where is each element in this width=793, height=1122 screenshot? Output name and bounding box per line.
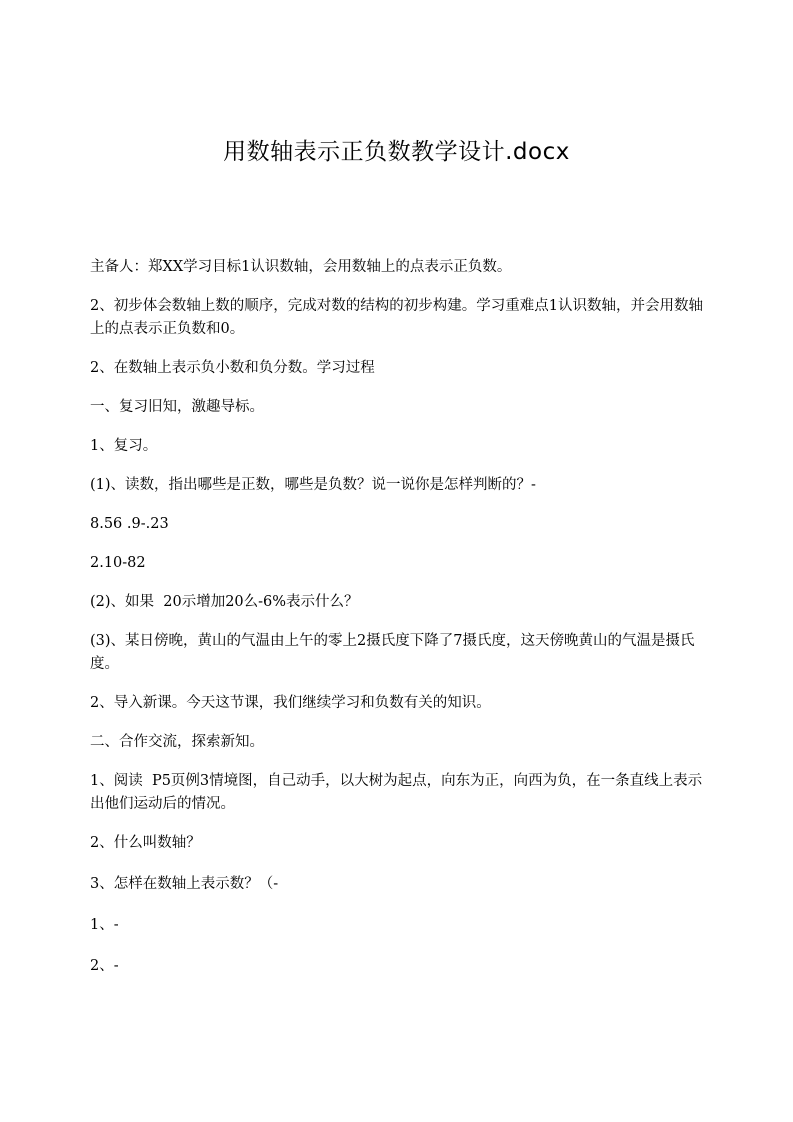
paragraph-question-1: (1)、读数，指出哪些是正数，哪些是负数？说一说你是怎样判断的？- xyxy=(90,477,536,493)
paragraph-review: 1、复习。 xyxy=(90,438,158,454)
paragraph-question-3: (3)、某日傍晚，黄山的气温由上午的零上2摄氏度下降了7摄氏度，这天傍晚黄山的气温是摄氏度。 xyxy=(90,633,695,672)
paragraph-section-cooperate: 二、合作交流，探索新知。 xyxy=(90,734,264,750)
paragraph-section-review: 一、复习旧知，激趣导标。 xyxy=(90,399,264,415)
paragraph-author-goals: 主备人：郑XX学习目标1认识数轴，会用数轴上的点表示正负数。 xyxy=(90,259,512,275)
paragraph-read-example: 1、阅读 P5页例3情境图，自己动手，以大树为起点，向东为正，向西为负，在一条直线上表示出他们运动后的情况。 xyxy=(90,773,703,812)
paragraph-item-1: 1、- xyxy=(90,917,119,933)
paragraph-intro-lesson: 2、导入新课。今天这节课，我们继续学习和负数有关的知识。 xyxy=(90,695,491,711)
paragraph-item-2: 2、- xyxy=(90,958,119,974)
paragraph-what-is-axis: 2、什么叫数轴？ xyxy=(90,835,201,851)
paragraph-numbers-2: 2.10-82 xyxy=(90,555,146,571)
paragraph-numbers-1: 8.56 .9-.23 xyxy=(90,516,169,532)
paragraph-goals-2: 2、初步体会数轴上数的顺序，完成对数的结构的初步构建。学习重难点1认识数轴，并会用数轴上的点表示正负数和0。 xyxy=(90,298,703,337)
paragraph-question-2: (2)、如果 20示增加20么-6%表示什么？ xyxy=(90,594,359,610)
paragraph-how-to-show: 3、怎样在数轴上表示数？（- xyxy=(90,876,279,892)
document-title: 用数轴表示正负数教学设计.docx xyxy=(223,139,570,165)
document-body xyxy=(90,256,710,996)
paragraph-difficulty-2: 2、在数轴上表示负小数和负分数。学习过程 xyxy=(90,360,375,376)
